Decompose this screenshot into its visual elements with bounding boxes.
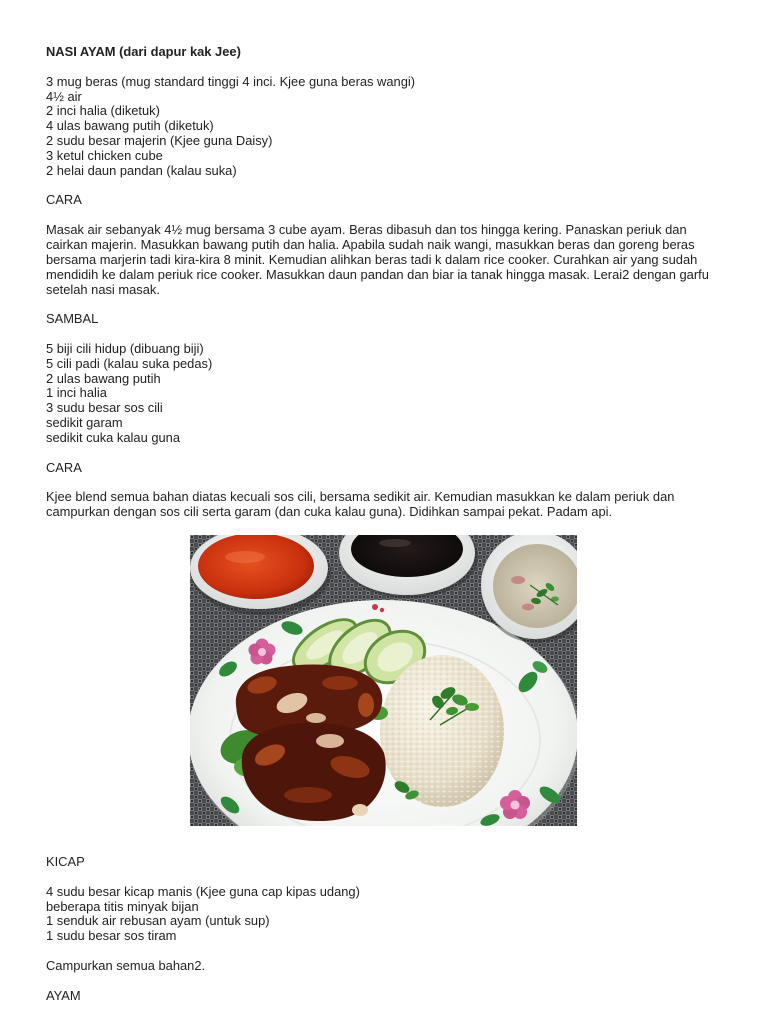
sambal-method-heading: CARA	[46, 459, 82, 475]
nasi-ingredient-line: 3 mug beras (mug standard tinggi 4 inci. Kjee guna beras wangi)	[46, 73, 416, 89]
nasi-ingredient-line: 3 ketul chicken cube	[46, 147, 163, 163]
kicap-heading: KICAP	[46, 854, 85, 869]
kicap-ingredient-line: beberapa titis minyak bijan	[46, 898, 199, 914]
nasi-method-line: cairkan majerin. Masukkan bawang putih dan halia. Apabila sudah naik wangi, masukkan beras dan goreng beras	[46, 236, 695, 252]
sambal-method-line: Kjee blend semua bahan diatas kecuali sos cili, bersama sedikit air. Kemudian masukkan ke dalam periuk dan	[46, 489, 675, 505]
roast-chicken	[236, 665, 386, 822]
sambal-heading: SAMBAL	[46, 311, 99, 327]
nasi-ingredient-line: 4 ulas bawang putih (diketuk)	[46, 118, 214, 134]
nasi-ingredient-line: 4½ air	[46, 88, 82, 104]
nasi-method-line: Masak air sebanyak 4½ mug bersama 3 cube ayam. Beras dibasuh dan tos hingga kering. Panaskan periuk dan	[46, 222, 687, 238]
sambal-ingredient-line: 2 ulas bawang putih	[46, 370, 161, 386]
sambal-ingredient-line: 5 cili padi (kalau suka pedas)	[46, 355, 213, 371]
kicap-ingredient-line: 1 senduk air rebusan ayam (untuk sup)	[46, 913, 270, 929]
kicap-note: Campurkan semua bahan2.	[46, 957, 206, 973]
nasi-method-line: mendidih ke dalam periuk rice cooker. Masukkan daun pandan dan biar ia tanak hingga masak. Lerai2 dengan garfu	[46, 266, 709, 282]
sambal-ingredient-line: sedikit garam	[46, 415, 123, 431]
sambal-ingredient-line: 1 inci halia	[46, 385, 107, 401]
ayam-heading: AYAM	[46, 987, 81, 1003]
dish-photo	[190, 535, 577, 826]
sambal-ingredient-line: 3 sudu besar sos cili	[46, 400, 163, 416]
recipe-title: NASI AYAM (dari dapur kak Jee)	[46, 44, 241, 59]
nasi-method-heading: CARA	[46, 192, 82, 208]
recipe-text-upper	[46, 45, 709, 520]
nasi-ingredient-line: 2 helai daun pandan (kalau suka)	[46, 162, 237, 178]
nasi-method-line: bersama marjerin tadi kira-kira 8 minit. Kemudian alihkan beras tadi k dalam rice cooker. Curahkan air yang sudah	[46, 251, 698, 267]
sambal-ingredient-line: 5 biji cili hidup (dibuang biji)	[46, 340, 204, 356]
nasi-method-line: setelah nasi masak.	[46, 281, 160, 297]
sambal-method-line: campurkan dengan sos cili serta garam (dan cuka kalau guna). Didihkan sampai pekat. Padam api.	[46, 504, 613, 520]
kicap-ingredient-line: 1 sudu besar sos tiram	[46, 928, 177, 944]
sambal-ingredient-line: sedikit cuka kalau guna	[46, 429, 181, 445]
nasi-ingredient-line: 2 inci halia (diketuk)	[46, 103, 160, 119]
recipe-text-lower	[46, 855, 360, 1003]
kicap-ingredient-line: 4 sudu besar kicap manis (Kjee guna cap kipas udang)	[46, 883, 360, 899]
nasi-ingredient-line: 2 sudu besar majerin (Kjee guna Daisy)	[46, 133, 273, 149]
